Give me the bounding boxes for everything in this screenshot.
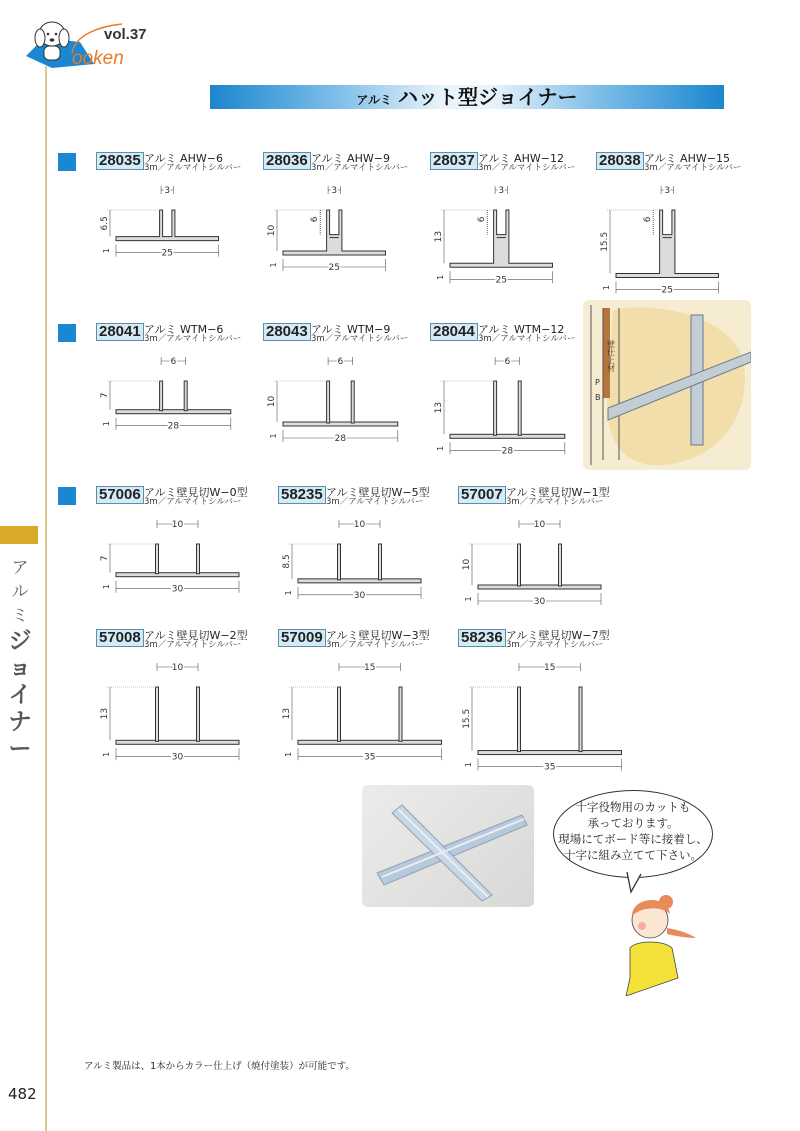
svg-text:30: 30 (353, 590, 366, 601)
svg-text:10: 10 (267, 224, 277, 237)
footnote: アルミ製品は、1本からカラー仕上げ（焼付塗装）が可能です。 (84, 1061, 355, 1072)
svg-text:13: 13 (100, 707, 110, 720)
svg-text:1: 1 (436, 274, 445, 280)
svg-text:30: 30 (171, 584, 184, 595)
svg-text:10: 10 (171, 520, 184, 530)
product-code: 57006 (96, 486, 144, 504)
svg-text:15: 15 (364, 663, 376, 673)
speech-bubble: 十字役物用のカットも 承っております。 現場にてボード等に接着し、 十字に組み立てて下さい。 (553, 790, 713, 878)
product-name: アルミ壁見切W−5型 (326, 486, 430, 499)
svg-text:6: 6 (504, 357, 511, 367)
svg-text:3: 3 (498, 186, 505, 196)
svg-text:1: 1 (602, 285, 611, 291)
product-name: アルミ壁見切W−3型 (326, 629, 430, 642)
side-index-tab (0, 526, 38, 544)
svg-text:1: 1 (269, 433, 278, 439)
product-name: アルミ WTM−12 (478, 323, 565, 336)
svg-text:28: 28 (501, 446, 514, 457)
margin-rule (45, 66, 47, 1131)
product-name: アルミ壁見切W−7型 (506, 629, 610, 642)
profile-drawing (261, 182, 396, 283)
product-spec: 3m／アルマイトシルバー (478, 334, 576, 344)
profile-drawing (94, 353, 241, 442)
section-marker-wall (58, 487, 76, 505)
svg-text:28: 28 (334, 434, 347, 444)
svg-text:7: 7 (100, 555, 110, 562)
profile-drawing (94, 659, 249, 772)
product-spec: 3m／アルマイトシルバー (506, 640, 604, 650)
product-spec: 3m／アルマイトシルバー (311, 334, 409, 344)
product-spec: 3m／アルマイトシルバー (644, 163, 742, 173)
product-code: 28044 (430, 323, 478, 341)
svg-text:15.5: 15.5 (600, 231, 610, 252)
svg-text:10: 10 (267, 395, 277, 408)
product-spec: 3m／アルマイトシルバー (326, 497, 424, 507)
side-index-label: ア ル ミ ジ ョ イ ナ ー (8, 558, 32, 762)
product-code: 28043 (263, 323, 311, 341)
installation-illustration (583, 300, 751, 470)
svg-text:1: 1 (269, 262, 278, 268)
product-code: 58236 (458, 629, 506, 647)
mascot-girl-illustration (612, 888, 697, 996)
product-code: 58235 (278, 486, 326, 504)
svg-text:1: 1 (464, 762, 473, 768)
svg-text:6: 6 (170, 357, 177, 367)
svg-text:1: 1 (102, 248, 111, 254)
svg-text:1: 1 (284, 590, 293, 596)
product-code: 28037 (430, 152, 478, 170)
product-name: アルミ壁見切W−1型 (506, 486, 610, 499)
svg-text:13: 13 (282, 707, 292, 720)
profile-drawing (94, 182, 229, 269)
section-marker-wtm (58, 324, 76, 342)
profile-drawing (276, 659, 452, 772)
svg-text:10: 10 (462, 558, 472, 571)
svg-text:13: 13 (434, 401, 444, 414)
svg-text:25: 25 (495, 275, 507, 286)
product-name: アルミ AHW−6 (144, 152, 223, 165)
product-code: 28038 (596, 152, 644, 170)
product-name: アルミ壁見切W−2型 (144, 629, 248, 642)
profile-drawing (428, 182, 563, 295)
product-spec: 3m／アルマイトシルバー (506, 497, 604, 507)
svg-text:25: 25 (161, 248, 173, 259)
profile-drawing (94, 516, 249, 605)
profile-drawing (428, 353, 575, 466)
product-spec: 3m／アルマイトシルバー (144, 334, 242, 344)
svg-text:3: 3 (664, 186, 671, 196)
page-number: 482 (8, 1085, 37, 1103)
svg-text:6: 6 (477, 216, 488, 223)
product-name: アルミ AHW−12 (478, 152, 564, 165)
svg-text:28: 28 (167, 421, 180, 432)
product-code: 28041 (96, 323, 144, 341)
svg-text:25: 25 (661, 285, 673, 296)
svg-text:6: 6 (337, 357, 344, 367)
profile-drawing (594, 182, 729, 306)
product-name: アルミ WTM−6 (144, 323, 224, 336)
product-code: 57007 (458, 486, 506, 504)
page-title: ハット型ジョイナー (397, 85, 578, 109)
product-name: アルミ AHW−15 (644, 152, 730, 165)
product-code: 57009 (278, 629, 326, 647)
svg-text:1: 1 (464, 596, 473, 602)
product-code: 57008 (96, 629, 144, 647)
section-marker-hat (58, 153, 76, 171)
svg-text:B: B (595, 393, 601, 402)
svg-text:1: 1 (102, 584, 111, 590)
svg-text:3: 3 (164, 186, 171, 196)
product-spec: 3m／アルマイトシルバー (478, 163, 576, 173)
title-prefix: アルミ (356, 93, 392, 107)
svg-text:13: 13 (434, 230, 444, 243)
svg-text:1: 1 (102, 751, 111, 757)
side-index-big: ジ (8, 628, 32, 654)
svg-text:10: 10 (171, 663, 184, 673)
brand-logo (22, 12, 172, 70)
product-name: アルミ WTM−9 (311, 323, 391, 336)
svg-text:10: 10 (533, 520, 546, 530)
svg-text:8.5: 8.5 (282, 554, 292, 569)
svg-text:30: 30 (171, 752, 184, 763)
svg-text:6: 6 (643, 216, 654, 223)
volume-label: vol.37 (104, 26, 147, 43)
product-spec: 3m／アルマイトシルバー (144, 640, 242, 650)
svg-text:35: 35 (544, 762, 556, 773)
svg-text:6.5: 6.5 (100, 216, 110, 231)
svg-text:30: 30 (533, 597, 546, 607)
svg-text:15.5: 15.5 (462, 708, 472, 729)
svg-text:壁仕上材: 壁仕上材 (606, 340, 616, 372)
svg-text:1: 1 (436, 445, 445, 451)
product-spec: 3m／アルマイトシルバー (311, 163, 409, 173)
svg-text:P: P (595, 378, 600, 387)
product-name: アルミ壁見切W−0型 (144, 486, 248, 499)
svg-text:3: 3 (331, 186, 338, 196)
product-code: 28035 (96, 152, 144, 170)
svg-text:35: 35 (364, 752, 376, 763)
side-index-small: ア (11, 558, 29, 578)
profile-drawing (276, 516, 431, 611)
svg-text:1: 1 (102, 421, 111, 427)
svg-text:10: 10 (353, 520, 366, 530)
product-name: アルミ AHW−9 (311, 152, 390, 165)
profile-drawing (261, 353, 408, 454)
product-code: 28036 (263, 152, 311, 170)
svg-text:15: 15 (544, 663, 556, 673)
svg-text:6: 6 (310, 216, 321, 223)
profile-drawing (456, 659, 632, 783)
brand-wordmark: ooken (72, 48, 124, 69)
product-spec: 3m／アルマイトシルバー (326, 640, 424, 650)
page-title-bar (210, 85, 724, 109)
cross-joiner-photo (362, 785, 534, 907)
profile-drawing (456, 516, 611, 617)
product-spec: 3m／アルマイトシルバー (144, 497, 242, 507)
product-spec: 3m／アルマイトシルバー (144, 163, 242, 173)
svg-text:25: 25 (328, 263, 340, 273)
svg-text:7: 7 (100, 392, 110, 399)
svg-text:1: 1 (284, 751, 293, 757)
